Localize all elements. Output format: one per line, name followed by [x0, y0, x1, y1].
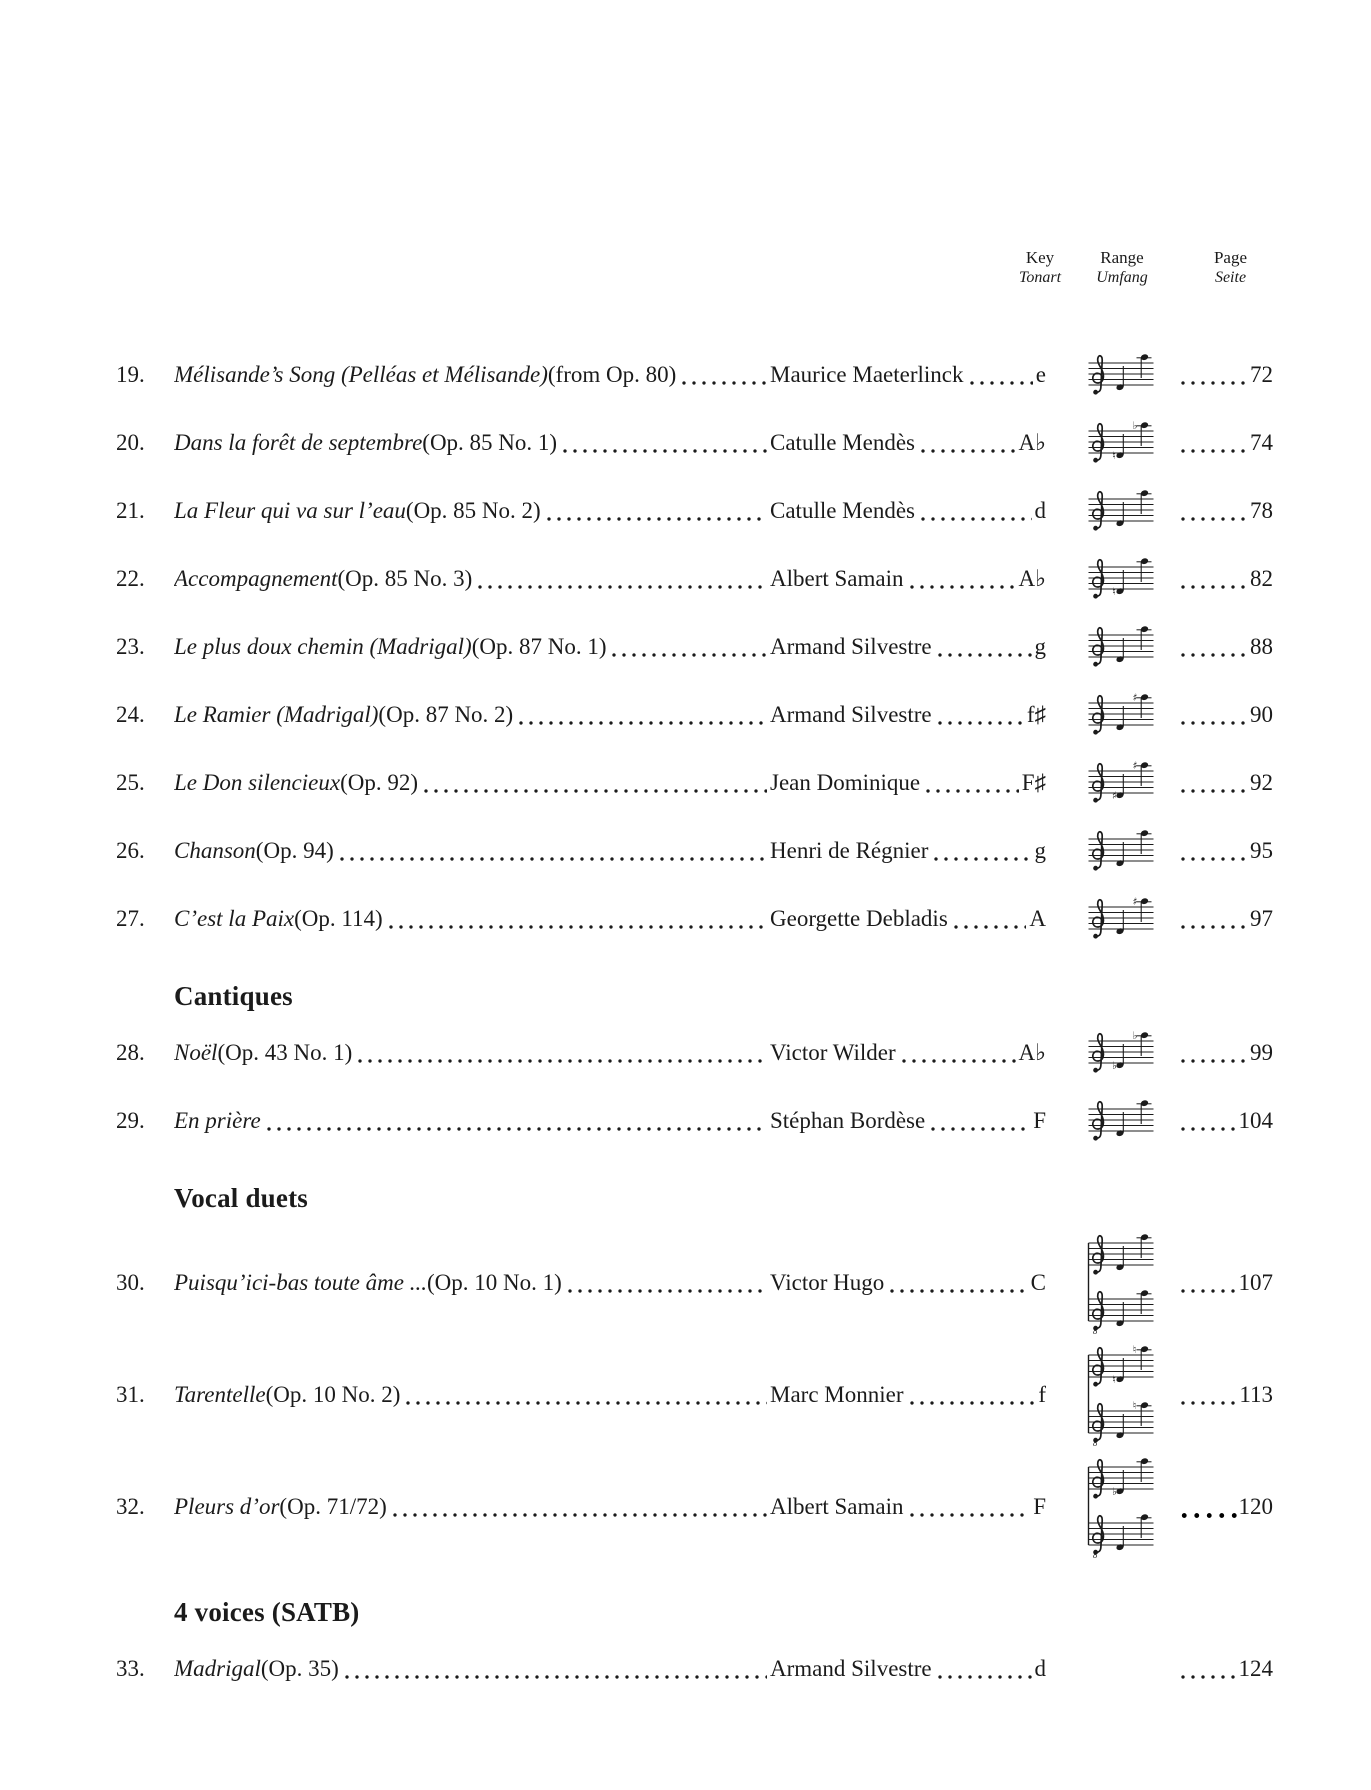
row-number: 19.: [116, 362, 145, 387]
key-value: A♭: [1018, 566, 1046, 591]
dot-leader: [923, 789, 1019, 793]
row-entry: [174, 634, 1046, 660]
column-header-range: [1072, 248, 1172, 288]
author-cell: [770, 498, 1046, 524]
natural-accidental-icon: ♮: [1132, 1400, 1137, 1412]
toc-row: [116, 1231, 1296, 1335]
row-number: 20.: [116, 430, 145, 455]
key-value: F: [1033, 1108, 1046, 1133]
page-cell: [1178, 770, 1273, 796]
key-value: d: [1034, 498, 1046, 523]
song-title: Mélisande’s Song (Pelléas et Mélisande): [174, 362, 548, 387]
page-number: 104: [1238, 1108, 1273, 1133]
dot-leader: [907, 1401, 1036, 1405]
range-cell: [1082, 759, 1160, 807]
row-entry: [174, 498, 1046, 524]
page-number: 74: [1250, 430, 1273, 455]
row-entry: [174, 1494, 1046, 1520]
page-number: 78: [1250, 498, 1273, 523]
toc-row: [116, 1343, 1296, 1447]
range-cell: [1082, 555, 1160, 603]
flat-accidental-icon: ♭: [1132, 1030, 1138, 1042]
song-title: Dans la forêt de septembre: [174, 430, 423, 455]
row-entry: [174, 838, 1046, 864]
dot-leader: [390, 1513, 767, 1517]
dot-leader: [544, 517, 767, 521]
treble-clef-icon: [1093, 560, 1104, 599]
page-cell: [1178, 430, 1273, 456]
song-title: Puisqu’ici-bas toute âme ...: [174, 1270, 427, 1295]
title-cell: [174, 1656, 770, 1682]
row-number: 31.: [116, 1382, 145, 1407]
page-cell: [1178, 1494, 1273, 1520]
flat-accidental-icon: ♭: [1112, 1486, 1117, 1498]
range-cell: [1082, 691, 1160, 739]
opus-label: (Op. 85 No. 1): [422, 430, 558, 455]
row-entry: [174, 430, 1046, 456]
range-cell: [1082, 1455, 1160, 1559]
sharp-accidental-icon: ♯: [1132, 760, 1138, 772]
dot-leader: [899, 1059, 1016, 1063]
opus-label: (Op. 87 No. 1): [471, 634, 607, 659]
range-staff-icon: [1087, 1097, 1155, 1145]
dot-leader: [1178, 1513, 1237, 1518]
page-cell: [1178, 702, 1273, 728]
dot-leader: [337, 857, 767, 861]
title-cell: [174, 566, 770, 592]
column-header-key-de: Tonart: [1018, 269, 1062, 286]
row-number: 22.: [116, 566, 145, 591]
row-entry: [174, 362, 1046, 388]
page-cell: [1178, 634, 1273, 660]
dot-leader: [1178, 857, 1248, 861]
author-name: Catulle Mendès: [770, 430, 915, 455]
page-cell: [1178, 906, 1273, 932]
range-staff-icon: [1087, 1029, 1155, 1077]
treble-clef-icon: [1093, 424, 1104, 463]
range-cell: [1082, 351, 1160, 399]
author-cell: [770, 1494, 1046, 1520]
dot-leader: [935, 721, 1024, 725]
dot-leader: [1178, 789, 1248, 793]
range-staff-icon: [1087, 555, 1155, 603]
dot-leader: [1178, 1059, 1248, 1063]
author-name: Armand Silvestre: [770, 702, 932, 727]
range-cell: [1082, 487, 1160, 535]
author-name: Maurice Maeterlinck: [770, 362, 964, 387]
author-cell: [770, 566, 1046, 592]
song-title: Madrigal: [174, 1656, 261, 1681]
range-staff-icon: [1087, 1343, 1155, 1447]
opus-label: (Op. 92): [340, 770, 419, 795]
row-number: 32.: [116, 1494, 145, 1519]
opus-label: (Op. 35): [260, 1656, 339, 1681]
dot-leader: [475, 585, 767, 589]
page-number: 72: [1250, 362, 1273, 387]
range-cell: [1082, 1231, 1160, 1335]
page-number: 97: [1250, 906, 1273, 931]
key-value: C: [1030, 1270, 1046, 1295]
range-staff-icon: [1087, 487, 1155, 535]
author-name: Victor Wilder: [770, 1040, 896, 1065]
range-staff-icon: [1087, 691, 1155, 739]
range-staff-icon: [1087, 827, 1155, 875]
section-heading: Vocal duets: [174, 1183, 308, 1213]
dot-leader: [951, 925, 1027, 929]
key-value: f: [1038, 1382, 1046, 1407]
dot-leader: [1178, 585, 1248, 589]
dot-leader: [967, 381, 1033, 385]
column-header-range-en: Range: [1100, 248, 1144, 267]
opus-label: (from Op. 80): [547, 362, 677, 387]
key-value: d: [1034, 1656, 1046, 1681]
sharp-accidental-icon: ♯: [1132, 896, 1138, 908]
range-staff-icon: [1087, 351, 1155, 399]
sharp-accidental-icon: ♯: [1112, 790, 1118, 802]
dot-leader: [1178, 1675, 1237, 1679]
dot-leader: [342, 1675, 767, 1679]
dot-leader: [935, 653, 1032, 657]
opus-label: (Op. 71/72): [279, 1494, 387, 1519]
author-name: Albert Samain: [770, 566, 904, 591]
section-heading: 4 voices (SATB): [174, 1597, 360, 1627]
toc-row: [116, 759, 1296, 807]
natural-accidental-icon: ♮: [1132, 1344, 1137, 1356]
treble-clef-icon: [1093, 356, 1104, 395]
toc-row: [116, 827, 1296, 875]
author-cell: [770, 838, 1046, 864]
opus-label: (Op. 114): [294, 906, 383, 931]
range-cell: [1082, 1097, 1160, 1145]
song-title: En prière: [174, 1108, 261, 1133]
dot-leader: [565, 1289, 767, 1293]
song-title: Tarentelle: [174, 1382, 266, 1407]
treble-clef-icon: [1093, 1348, 1104, 1387]
row-number: 27.: [116, 906, 145, 931]
dot-leader: [1178, 449, 1248, 453]
dot-leader: [264, 1127, 767, 1131]
key-value: F: [1033, 1494, 1046, 1519]
range-staff-icon: [1087, 895, 1155, 943]
natural-accidental-icon: ♮: [1112, 450, 1116, 462]
toc-row: [116, 487, 1296, 535]
row-entry: [174, 566, 1046, 592]
key-value: A♭: [1018, 430, 1046, 455]
song-title: C’est la Paix: [174, 906, 295, 931]
treble-clef-icon: [1093, 832, 1104, 871]
dot-leader: [907, 585, 1016, 589]
author-name: Stéphan Bordèse: [770, 1108, 926, 1133]
natural-accidental-icon: ♮: [1112, 586, 1116, 598]
row-entry: [174, 1382, 1046, 1408]
treble-clef-icon: [1093, 696, 1104, 735]
author-cell: [770, 702, 1046, 728]
song-title: Pleurs d’or: [174, 1494, 280, 1519]
dot-leader: [918, 517, 1032, 521]
title-cell: [174, 498, 770, 524]
column-header-page-de: Seite: [1214, 269, 1247, 286]
author-name: Henri de Régnier: [770, 838, 929, 863]
row-number: 30.: [116, 1270, 145, 1295]
range-staff-icon: [1087, 419, 1155, 467]
author-cell: [770, 362, 1046, 388]
dot-leader: [560, 449, 767, 453]
range-cell: [1082, 623, 1160, 671]
opus-label: (Op. 43 No. 1): [217, 1040, 353, 1065]
key-value: g: [1034, 838, 1046, 863]
toc-row: [116, 691, 1296, 739]
treble-clef-icon: [1093, 900, 1104, 939]
title-cell: [174, 1270, 770, 1296]
song-title: Chanson: [174, 838, 256, 863]
toc-row: [116, 555, 1296, 603]
page-cell: [1178, 1382, 1273, 1408]
dot-leader: [1178, 925, 1248, 929]
dot-leader: [1178, 1401, 1237, 1405]
key-value: A: [1029, 906, 1046, 931]
row-number: 28.: [116, 1040, 145, 1065]
toc-row: [116, 1455, 1296, 1559]
range-cell: [1082, 419, 1160, 467]
page-cell: [1178, 362, 1273, 388]
column-header-key-en: Key: [1025, 248, 1055, 267]
author-name: Armand Silvestre: [770, 1656, 932, 1681]
song-title: Le Don silencieux: [174, 770, 341, 795]
page-number: 88: [1250, 634, 1273, 659]
octave-8-label: 8: [1093, 1437, 1098, 1447]
dot-leader: [931, 857, 1031, 861]
title-cell: [174, 362, 770, 388]
page-number: 82: [1250, 566, 1273, 591]
page-number: 90: [1250, 702, 1273, 727]
treble-clef-icon: [1093, 764, 1104, 803]
toc-row: [116, 1097, 1296, 1145]
treble-clef-icon: [1093, 1236, 1104, 1275]
dot-leader: [907, 1513, 1031, 1517]
flat-accidental-icon: ♭: [1132, 420, 1138, 432]
octave-8-label: 8: [1093, 1325, 1098, 1335]
key-value: e: [1035, 362, 1046, 387]
sharp-accidental-icon: ♯: [1132, 692, 1138, 704]
treble-clef-icon: [1093, 492, 1104, 531]
toc-row: [116, 419, 1296, 467]
row-entry: [174, 906, 1046, 932]
row-entry: [174, 1270, 1046, 1296]
treble-clef-icon: [1093, 1516, 1104, 1555]
author-cell: [770, 906, 1046, 932]
page-number: 99: [1250, 1040, 1273, 1065]
row-entry: [174, 1108, 1046, 1134]
dot-leader: [1178, 1289, 1237, 1293]
author-cell: [770, 1270, 1046, 1296]
toc-list: [116, 351, 1296, 1713]
dot-leader: [609, 653, 767, 657]
opus-label: (Op. 94): [255, 838, 334, 863]
song-title: Le Ramier (Madrigal): [174, 702, 379, 727]
page-cell: [1178, 1656, 1273, 1682]
treble-clef-icon: [1093, 1034, 1104, 1073]
dot-leader: [1178, 517, 1248, 521]
dot-leader: [918, 449, 1016, 453]
row-entry: [174, 1040, 1046, 1066]
dot-leader: [516, 721, 767, 725]
range-cell: [1082, 827, 1160, 875]
opus-label: (Op. 85 No. 2): [405, 498, 541, 523]
dot-leader: [1178, 381, 1248, 385]
page-number: 95: [1250, 838, 1273, 863]
opus-label: (Op. 10 No. 2): [265, 1382, 401, 1407]
author-name: Catulle Mendès: [770, 498, 915, 523]
dot-leader: [421, 789, 767, 793]
octave-8-label: 8: [1093, 1549, 1098, 1559]
row-entry: [174, 702, 1046, 728]
title-cell: [174, 1108, 770, 1134]
title-cell: [174, 906, 770, 932]
author-cell: [770, 430, 1046, 456]
song-title: Le plus doux chemin (Madrigal): [174, 634, 472, 659]
range-staff-icon: [1087, 623, 1155, 671]
section-heading: Cantiques: [174, 981, 293, 1011]
column-header-page-en: Page: [1213, 248, 1248, 267]
column-header-page: [1183, 248, 1278, 288]
author-cell: [770, 770, 1046, 796]
dot-leader: [355, 1059, 767, 1063]
author-cell: [770, 1382, 1046, 1408]
opus-label: (Op. 87 No. 2): [378, 702, 514, 727]
author-name: Georgette Debladis: [770, 906, 948, 931]
page-cell: [1178, 1040, 1273, 1066]
page-number: 113: [1239, 1382, 1273, 1407]
page-cell: [1178, 1108, 1273, 1134]
title-cell: [174, 430, 770, 456]
dot-leader: [386, 925, 767, 929]
opus-label: (Op. 85 No. 3): [337, 566, 473, 591]
dot-leader: [1178, 653, 1248, 657]
dot-leader: [1178, 1127, 1237, 1131]
row-number: 33.: [116, 1656, 145, 1681]
range-cell: [1082, 1343, 1160, 1447]
author-cell: [770, 634, 1046, 660]
dot-leader: [403, 1401, 767, 1405]
range-staff-icon: [1087, 1455, 1155, 1559]
song-title: Noël: [174, 1040, 218, 1065]
author-cell: [770, 1656, 1046, 1682]
column-header-range-de: Umfang: [1096, 269, 1148, 286]
page-number: 92: [1250, 770, 1273, 795]
dot-leader: [935, 1675, 1032, 1679]
title-cell: [174, 634, 770, 660]
row-number: 23.: [116, 634, 145, 659]
treble-clef-icon: [1093, 1292, 1104, 1331]
flat-accidental-icon: ♭: [1112, 1060, 1117, 1072]
treble-clef-icon: [1093, 1404, 1104, 1443]
range-staff-icon: [1087, 1231, 1155, 1335]
author-name: Victor Hugo: [770, 1270, 885, 1295]
author-cell: [770, 1040, 1046, 1066]
toc-row: [116, 895, 1296, 943]
song-title: Accompagnement: [174, 566, 338, 591]
song-title: La Fleur qui va sur l’eau: [174, 498, 406, 523]
row-number: 26.: [116, 838, 145, 863]
key-value: g: [1034, 634, 1046, 659]
dot-leader: [679, 381, 767, 385]
page-number: 124: [1238, 1656, 1273, 1681]
toc-row: [116, 623, 1296, 671]
title-cell: [174, 1494, 770, 1520]
page-cell: [1178, 1270, 1273, 1296]
treble-clef-icon: [1093, 1460, 1104, 1499]
treble-clef-icon: [1093, 628, 1104, 667]
row-number: 25.: [116, 770, 145, 795]
toc-row: [116, 1645, 1296, 1693]
range-cell: [1082, 895, 1160, 943]
row-entry: [174, 770, 1046, 796]
row-number: 29.: [116, 1108, 145, 1133]
dot-leader: [1178, 721, 1248, 725]
page-number: 120: [1238, 1494, 1273, 1519]
dot-leader: [887, 1289, 1027, 1293]
row-entry: [174, 1656, 1046, 1682]
toc-row: [116, 351, 1296, 399]
key-value: f♯: [1026, 702, 1046, 727]
range-staff-icon: [1087, 759, 1155, 807]
author-cell: [770, 1108, 1046, 1134]
treble-clef-icon: [1093, 1102, 1104, 1141]
page-cell: [1178, 498, 1273, 524]
title-cell: [174, 1040, 770, 1066]
author-name: Albert Samain: [770, 1494, 904, 1519]
title-cell: [174, 770, 770, 796]
toc-row: [116, 1029, 1296, 1077]
row-number: 21.: [116, 498, 145, 523]
opus-label: (Op. 10 No. 1): [426, 1270, 562, 1295]
title-cell: [174, 702, 770, 728]
key-value: A♭: [1018, 1040, 1046, 1065]
title-cell: [174, 1382, 770, 1408]
page-cell: [1178, 838, 1273, 864]
dot-leader: [928, 1127, 1030, 1131]
page-number: 107: [1238, 1270, 1273, 1295]
row-number: 24.: [116, 702, 145, 727]
page-cell: [1178, 566, 1273, 592]
title-cell: [174, 838, 770, 864]
natural-accidental-icon: ♮: [1112, 1374, 1116, 1386]
range-cell: [1082, 1029, 1160, 1077]
author-name: Armand Silvestre: [770, 634, 932, 659]
author-name: Jean Dominique: [770, 770, 921, 795]
author-name: Marc Monnier: [770, 1382, 904, 1407]
key-value: F♯: [1021, 770, 1046, 795]
